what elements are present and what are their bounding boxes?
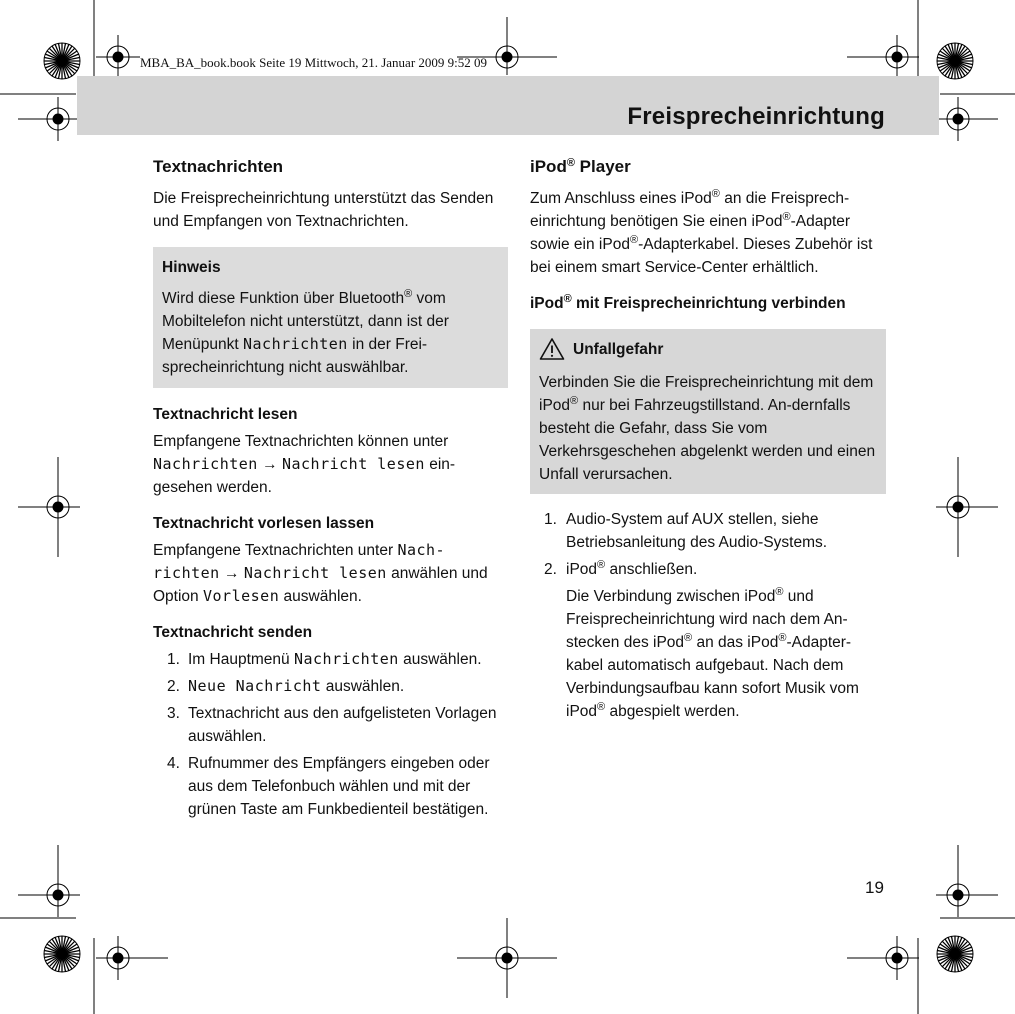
read-title: Textnachricht lesen <box>153 406 298 423</box>
read-aloud-title: Textnachricht vorlesen lassen <box>153 515 375 532</box>
warning-title: Unfallgefahr <box>573 340 664 358</box>
send-steps <box>153 648 508 821</box>
page-title: Freisprecheinrichtung <box>627 103 885 130</box>
section-title-ipod: iPod® Player <box>530 157 631 176</box>
list-item: 4. Rufnummer des Empfängers eingeben oder aus dem Telefonbuch wählen und mit der grünen Taste am Funkbedienteil bestätigen. <box>167 755 490 818</box>
note-box <box>153 247 508 388</box>
note-text: Wird diese Funktion über Bluetooth® vom Mobiltelefon nicht unterstützt, dann ist der Menüpunkt Nachrichten in der Frei-sprecheinrichtung nicht auswählbar. <box>162 288 449 376</box>
header-banner <box>77 76 939 135</box>
left-column <box>153 155 508 825</box>
warning-box <box>530 329 886 494</box>
list-item: 2. Neue Nachricht auswählen. <box>167 677 405 695</box>
list-item: 1. Im Hauptmenü Nachrichten auswählen. <box>167 650 482 668</box>
read-text: Empfangene Textnachrichten können unter Nachrichten → Nachricht lesen ein-gesehen werden. <box>153 433 456 496</box>
list-item: 1. Audio-System auf AUX stellen, siehe Betriebsanleitung des Audio-Systems. <box>544 511 828 551</box>
connect-title: iPod® mit Freisprecheinrichtung verbinden <box>530 293 846 312</box>
ipod-intro: Zum Anschluss eines iPod® an die Freisprech-einrichtung benötigen Sie einen iPod®-Adapter sowie ein iPod®-Adapterkabel. Dieses Zubehör ist bei einem smart Service-Center erhältlich. <box>530 188 873 276</box>
ipod-steps <box>530 508 886 581</box>
note-title: Hinweis <box>162 259 221 276</box>
send-title: Textnachricht senden <box>153 624 313 641</box>
right-column <box>530 155 886 723</box>
intro-text: Die Freisprecheinrichtung unterstützt das Senden und Empfangen von Textnachrichten. <box>153 190 494 230</box>
step2-detail: Die Verbindung zwischen iPod® und Freisprecheinrichtung wird nach dem An-stecken des iPod® an das iPod®-Adapter-kabel automatisch aufgebaut. Nach dem Verbindungsaufbau kann sofort Musik vom iPod® abgespielt werden. <box>566 586 859 720</box>
list-item: 3. Textnachricht aus den aufgelisteten Vorlagen auswählen. <box>167 705 497 745</box>
read-aloud-text: Empfangene Textnachrichten unter Nach-richten → Nachricht lesen anwählen und Option Vorlesen auswählen. <box>153 541 488 605</box>
warning-header <box>539 337 876 361</box>
page-number: 19 <box>865 878 884 897</box>
section-title-textnachrichten: Textnachrichten <box>153 157 284 176</box>
warning-triangle-icon <box>539 337 565 361</box>
print-info: MBA_BA_book.book Seite 19 Mittwoch, 21. Januar 2009 9:52 09 <box>140 55 488 70</box>
warning-text: Verbinden Sie die Freisprecheinrichtung mit dem iPod® nur bei Fahrzeugstillstand. An-dernfalls besteht die Gefahr, dass Sie vom Verkehrsgeschehen abgelenkt werden und einen Unfall verursachen. <box>539 374 876 483</box>
list-item: 2. iPod® anschließen. <box>544 559 698 578</box>
